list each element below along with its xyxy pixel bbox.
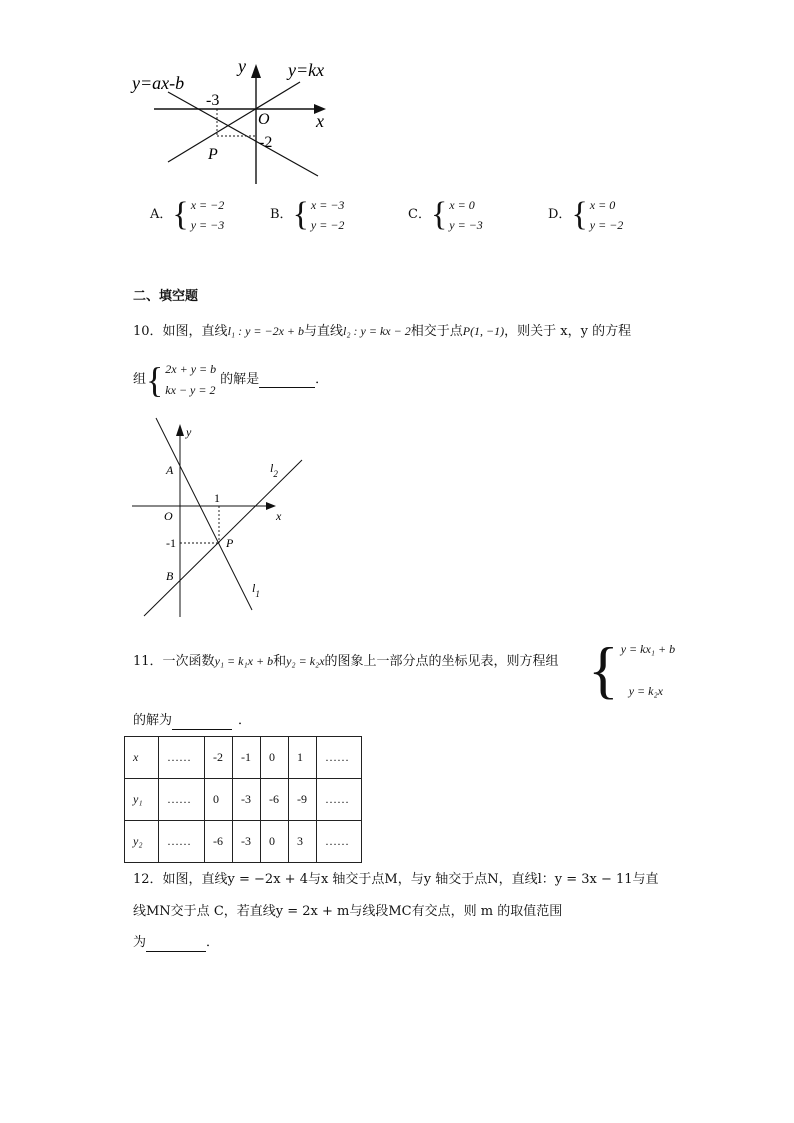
values-table (124, 736, 362, 863)
q11-text3: 的图象上一部分点的坐标见表，则方程组 (324, 654, 559, 669)
q10-text5: 组 (133, 372, 147, 387)
q10-text4: ，则关于 x，y 的方程 (504, 324, 632, 339)
q12-end: ． (206, 935, 220, 950)
q10-l2-equation: l₂ : y = kx − 2 (343, 324, 411, 338)
table-cell: 3 (289, 821, 317, 863)
table-row (125, 821, 362, 863)
table-cell: …… (317, 821, 362, 863)
option-c-line1: x = 0 (449, 198, 475, 212)
option-d[interactable] (548, 195, 623, 235)
option-c[interactable] (408, 195, 483, 235)
q11-number: 11． (133, 654, 163, 669)
q11-sys-line1: y = kx₁ + b (620, 642, 676, 656)
fig1-origin: O (258, 111, 270, 128)
q10-number: 10． (133, 324, 163, 339)
fig2-point-b: B (166, 569, 174, 583)
q11-system (588, 628, 675, 712)
option-c-line2: y = −3 (449, 218, 483, 232)
q10-l1-equation: l₁ : y = −2x + b (227, 324, 305, 338)
fig2-tick-x: 1 (214, 491, 220, 505)
q12-text: 为 (133, 935, 147, 950)
option-a-letter: A． (150, 207, 173, 222)
q11-line1 (133, 652, 559, 671)
q11-function-2: y₂ = k₂x (286, 654, 325, 668)
table-cell: 0 (261, 737, 289, 779)
fig1-y-tick: -2 (259, 134, 273, 151)
table-cell: 0 (205, 779, 233, 821)
q10-sys-line2: kx − y = 2 (165, 383, 216, 397)
q10-text6: 的解是 (220, 372, 260, 387)
q11-function-1: y₁ = k₁x + b (214, 654, 274, 668)
option-c-letter: C． (408, 207, 431, 222)
fig1-x-label: x (316, 111, 324, 131)
table-cell: …… (159, 737, 205, 779)
fig2-tick-y: -1 (166, 536, 176, 550)
option-a-line1: x = −2 (190, 198, 225, 212)
option-b-line2: y = −2 (310, 218, 345, 232)
q12-line1: 12．如图，直线y = −2x + 4与x 轴交于点M，与y 轴交于点N，直线l：y = 3x − 11与直 (133, 872, 659, 887)
option-b-line1: x = −3 (310, 198, 345, 212)
table-cell: …… (159, 821, 205, 863)
fig1-line1-label: y=ax-b (132, 73, 185, 93)
q10-end: ． (315, 372, 329, 387)
q11-text2: 和 (273, 654, 287, 669)
option-d-line2: y = −2 (589, 218, 624, 232)
fig2-l2-label: $l_2$ (270, 461, 278, 479)
option-d-line1: x = 0 (589, 198, 616, 212)
option-d-brace: { (571, 196, 588, 233)
q12-answer-blank[interactable] (146, 937, 206, 952)
option-b[interactable] (270, 195, 344, 235)
q11-end: ． (238, 713, 252, 728)
q11-sys-line2: y = k₂x (628, 684, 663, 698)
table-cell: y₁ (125, 779, 159, 821)
q10-sys-line1: 2x + y = b (165, 362, 217, 376)
q11-text1: 一次函数 (162, 654, 215, 669)
q10-text1: 如图，直线 (162, 324, 228, 339)
q11-line2 (133, 712, 251, 730)
option-b-letter: B． (270, 207, 293, 222)
table-row (125, 737, 362, 779)
table-cell: y₂ (125, 821, 159, 863)
table-cell: -6 (205, 821, 233, 863)
q10-line1 (133, 322, 631, 341)
table-cell: 1 (289, 737, 317, 779)
q9-options (150, 195, 670, 239)
table-cell: -6 (261, 779, 289, 821)
fig2-point-a: A (166, 463, 174, 477)
fig1-y-label: y (238, 56, 246, 76)
q11-text4: 的解为 (133, 713, 173, 728)
option-a-brace: { (172, 196, 189, 233)
option-a-line2: y = −3 (190, 218, 225, 232)
fig2-l1-label: $l_1$ (252, 581, 260, 599)
fig1-point-p: P (208, 146, 218, 163)
option-a[interactable] (150, 195, 224, 235)
option-b-brace: { (292, 196, 309, 233)
q11-brace: { (588, 634, 619, 705)
q10-text3: 相交于点 (410, 324, 463, 339)
table-row (125, 779, 362, 821)
q12-line3 (133, 934, 219, 952)
fig1-x-tick: -3 (206, 92, 220, 109)
q10-line2 (133, 359, 328, 401)
figure-1-graph (128, 52, 348, 192)
q10-brace: { (146, 360, 164, 400)
q12-line2: 线MN交于点 C，若直线y = 2x + m与线段MC有交点，则 m 的取值范围 (133, 904, 563, 919)
table-cell: -2 (205, 737, 233, 779)
table-cell: -1 (233, 737, 261, 779)
q10-text2: 与直线 (304, 324, 344, 339)
fig1-line2-label: y=kx (288, 60, 325, 80)
table-cell: …… (317, 737, 362, 779)
q10-answer-blank[interactable] (259, 373, 315, 388)
section-title: 二、填空题 (133, 289, 199, 304)
table-cell: …… (317, 779, 362, 821)
table-cell: -3 (233, 779, 261, 821)
q11-answer-blank[interactable] (172, 715, 232, 730)
table-cell: x (125, 737, 159, 779)
fig2-y-label: y (186, 425, 192, 439)
figure-2-graph (128, 412, 318, 622)
option-c-brace: { (430, 196, 448, 233)
q10-point: P(1, −1) (462, 324, 505, 338)
fig2-x-label: x (276, 509, 282, 523)
table-cell: -3 (233, 821, 261, 863)
fig2-origin: O (164, 509, 173, 523)
table-cell: …… (159, 779, 205, 821)
fig2-point-p: P (226, 536, 234, 550)
option-d-letter: D． (548, 207, 572, 222)
table-cell: -9 (289, 779, 317, 821)
table-cell: 0 (261, 821, 289, 863)
